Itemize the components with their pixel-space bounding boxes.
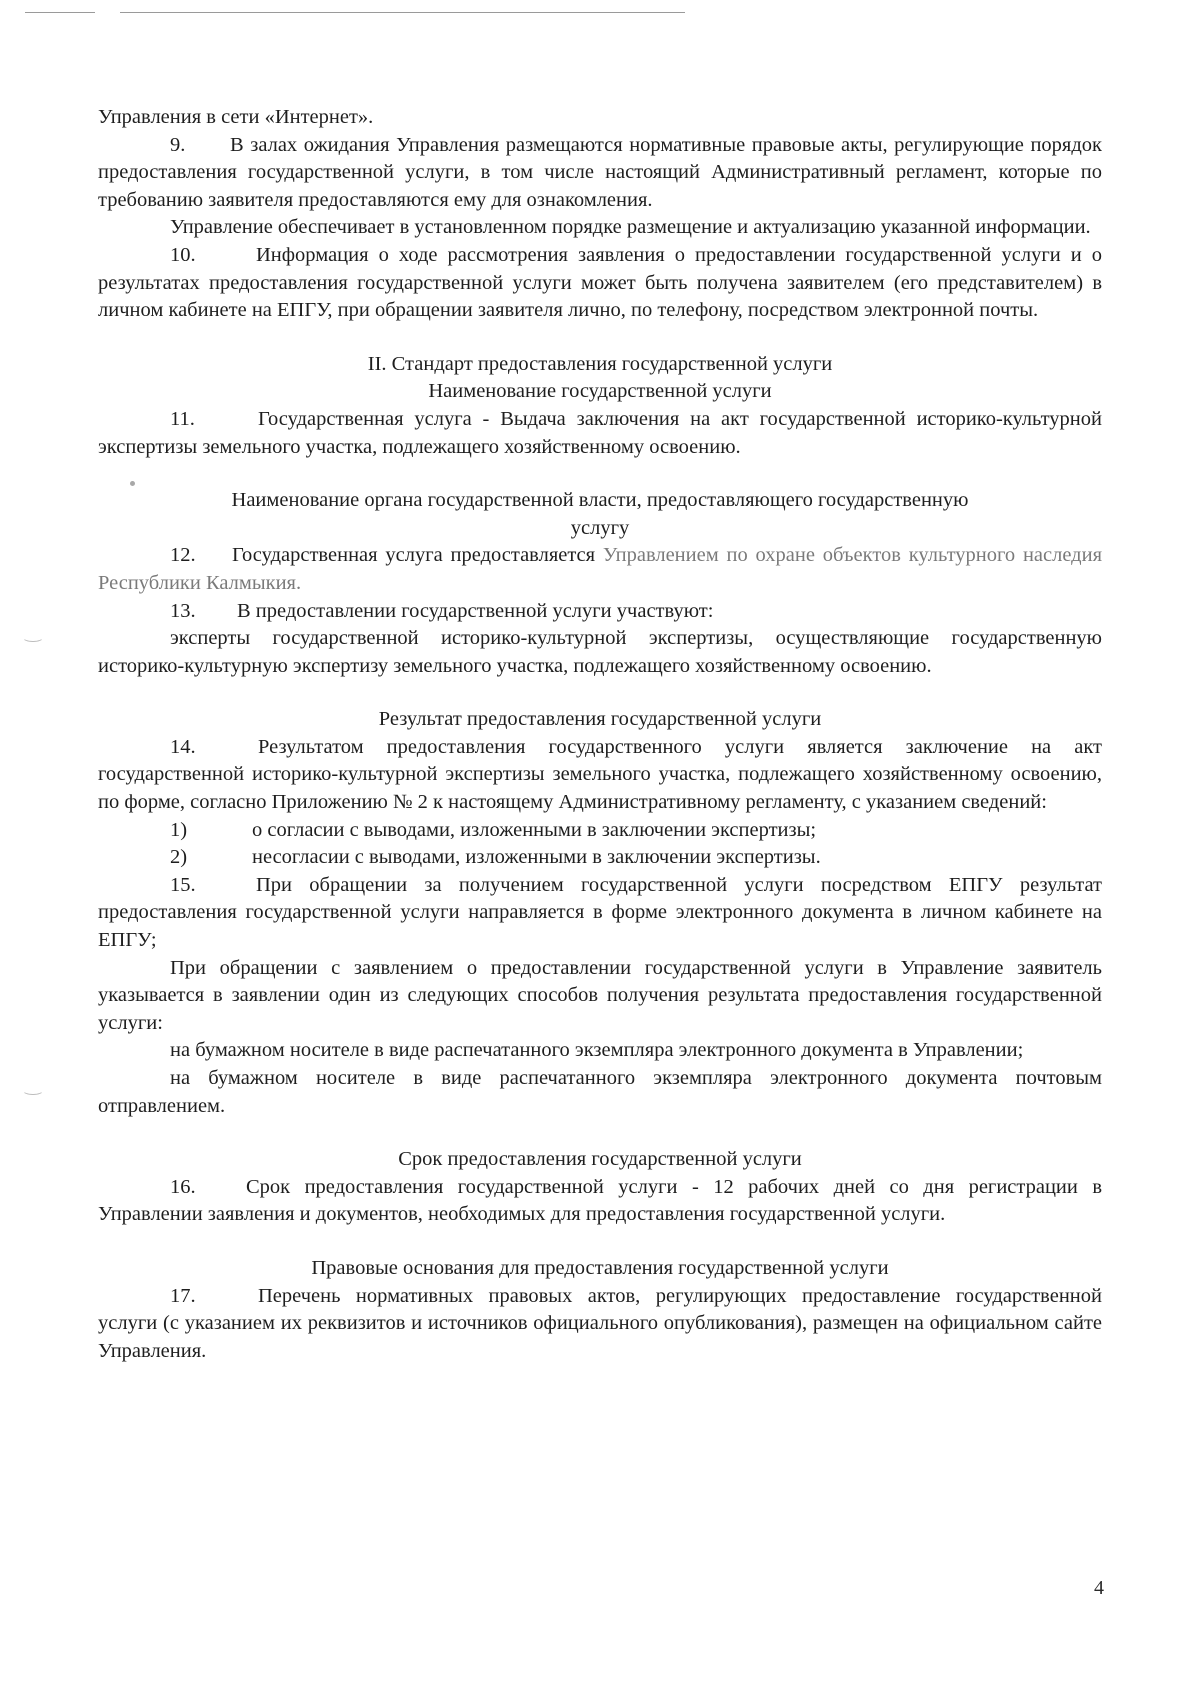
spacer [98, 461, 1102, 487]
list-item [98, 844, 1102, 872]
paragraph-14 [98, 734, 1102, 817]
paragraph-continuation: Управления в сети «Интернет». [98, 106, 374, 128]
subheading-service-name: Наименование государственной услуги [428, 380, 772, 403]
paragraph-15-methods: При обращении с заявлением о предоставлении государственной услуги в Управление заявитель указывается в заявлении один из следующих способов получения результата предоставления государственной услуги: [98, 956, 1102, 1034]
paragraph-11 [98, 406, 1102, 461]
paragraph-15 [98, 872, 1102, 955]
paragraph-number: 9. [170, 133, 186, 156]
paragraph-number: 11. [170, 407, 195, 430]
paragraph-text: При обращении за получением государственной услуги посредством ЕПГУ результат предоставления государственной услуги направляется в форме электронного документа в личном кабинете на ЕПГУ; [98, 873, 1102, 952]
page-number: 4 [1094, 1577, 1104, 1599]
paragraph-number: 12. [170, 544, 196, 567]
scan-top-rule-right [120, 12, 685, 13]
paragraph-number: 14. [170, 735, 196, 758]
paragraph-text: В залах ожидания Управления размещаются нормативные правовые акты, регулирующие порядок предоставления государственной услуги, в том числе настоящий Административный регламент, которые по требованию заявителя предоставляются ему для ознакомления. [98, 133, 1102, 211]
paragraph-text-faded: Управлением по охране объектов культурного наследия Республики Калмыкия. [98, 544, 1102, 594]
paragraph-text: Государственная услуга предоставляется [232, 544, 603, 567]
paragraph-13 [98, 598, 1102, 626]
spacer [98, 1229, 1102, 1255]
spacer [98, 325, 1102, 351]
paragraph-number: 16. [170, 1175, 196, 1198]
paragraph-number: 17. [170, 1284, 196, 1307]
subheading-authority: Наименование органа государственной власти, предоставляющего государственную [231, 489, 969, 512]
scan-top-rule-left [25, 12, 95, 13]
scan-margin-mark [22, 1085, 44, 1095]
paragraph-text: В предоставлении государственной услуги участвуют: [237, 599, 714, 622]
spacer [98, 680, 1102, 706]
paragraph-text: Государственная услуга - Выдача заключения на акт государственной историко-культурной экспертизы земельного участка, подлежащего хозяйственному освоению. [98, 407, 1102, 458]
paragraph-12 [98, 542, 1102, 597]
section-heading: II. Стандарт предоставления государственной услуги [367, 352, 833, 375]
paragraph-17 [98, 1283, 1102, 1366]
paragraph-10 [98, 242, 1102, 325]
paragraph-15-paper-mail: на бумажном носителе в виде распечатанного экземпляра электронного документа почтовым отправлением. [98, 1067, 1102, 1117]
paragraph-text: Срок предоставления государственной услуги - 12 рабочих дней со дня регистрации в Управлении заявления и документов, необходимых для предоставления государственной услуги. [98, 1175, 1102, 1226]
paragraph-text: Перечень нормативных правовых актов, регулирующих предоставление государственной услуги (с указанием их реквизитов и источников официального опубликования), размещен на официальном сайте Управления. [98, 1284, 1102, 1362]
paragraph-number: 15. [170, 873, 196, 896]
subheading-term: Срок предоставления государственной услуги [398, 1148, 802, 1171]
spacer [98, 1120, 1102, 1146]
list-item-number: 1) [170, 818, 188, 841]
paragraph-9-info: Управление обеспечивает в установленном порядке размещение и актуализацию указанной информации. [170, 216, 1091, 239]
list-item [98, 817, 1102, 845]
paragraph-9 [98, 132, 1102, 215]
list-item-text: несогласии с выводами, изложенными в заключении экспертизы. [252, 846, 821, 869]
list-item-text: о согласии с выводами, изложенными в заключении экспертизы; [252, 818, 817, 841]
paragraph-16 [98, 1174, 1102, 1229]
subheading-result: Результат предоставления государственной услуги [378, 708, 822, 731]
paragraph-text: Результатом предоставления государственного услуги является заключение на акт государственной историко-культурной экспертизы земельного участка, подлежащего хозяйственному освоению, по форме, согласно Приложению № 2 к настоящему Административному регламенту, с указанием сведений: [98, 735, 1102, 814]
scan-margin-mark [22, 632, 44, 642]
subheading-legal-basis: Правовые основания для предоставления государственной услуги [311, 1256, 889, 1279]
paragraph-15-paper-office: на бумажном носителе в виде распечатанного экземпляра электронного документа в Управлении; [170, 1039, 1024, 1062]
list-item-number: 2) [170, 846, 188, 869]
document-page [98, 104, 1102, 1365]
paragraph-13-experts: эксперты государственной историко-культурной экспертизы, осуществляющие государственную историко-культурную экспертизу земельного участка, подлежащего хозяйственному освоению. [98, 627, 1102, 677]
subheading-authority-cont: услугу [570, 516, 630, 539]
paragraph-text: Информация о ходе рассмотрения заявления о предоставлении государственной услуги и о результатах предоставления государственной услуги может быть получена заявителем (его представителем) в личном кабинете на ЕПГУ, при обращении заявителя лично, по телефону, посредством электронной почты. [98, 243, 1102, 322]
paragraph-number: 10. [170, 243, 196, 266]
paragraph-number: 13. [170, 599, 196, 622]
